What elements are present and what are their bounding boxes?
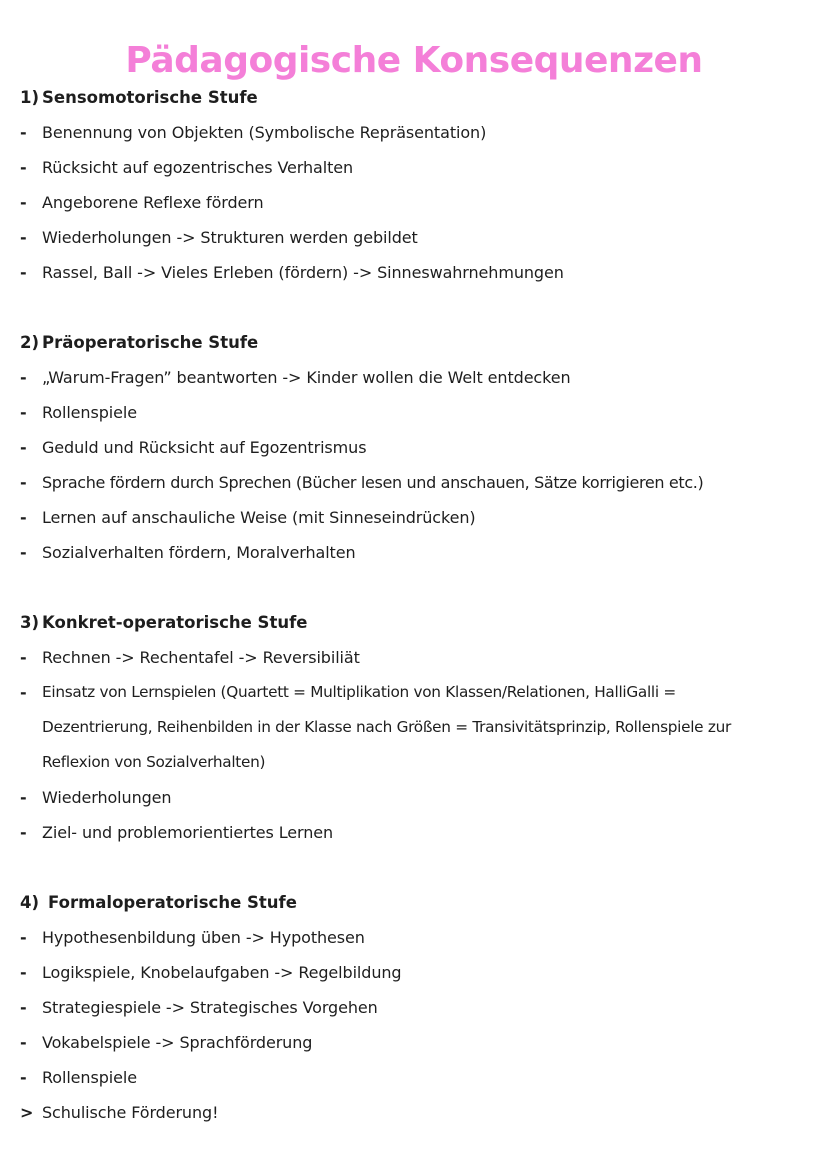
list-item: [20, 500, 820, 535]
bullet-dash: -: [20, 683, 27, 702]
list-item: [20, 220, 820, 255]
list-item-text: [42, 360, 820, 395]
text-line: Rücksicht auf egozentrisches Verhalten: [42, 158, 354, 177]
section-number: 3): [20, 613, 40, 632]
text-line: Rechnen -> Rechentafel -> Reversibiliät: [42, 648, 360, 667]
list-item-text: [42, 640, 820, 675]
bullet-dash: -: [20, 1033, 27, 1052]
list-item: [20, 360, 820, 395]
section-title: Sensomotorische Stufe: [42, 88, 258, 107]
list-item-text: [42, 395, 820, 430]
section-title: Präoperatorische Stufe: [42, 333, 259, 352]
bullet-dash: -: [20, 438, 27, 457]
section-konkret-operatorisch: [20, 605, 820, 850]
section-heading: [20, 80, 820, 115]
list-item-text: [42, 115, 820, 150]
text-line: Reflexion von Sozialverhalten): [42, 753, 266, 771]
text-line: Wiederholungen -> Strukturen werden gebildet: [42, 228, 418, 247]
section-heading: [20, 885, 820, 920]
bullet-dash: -: [20, 1068, 27, 1087]
section-heading: [20, 325, 820, 360]
list-item-text: [42, 255, 820, 290]
text-line: Benennung von Objekten (Symbolische Repräsentation): [42, 123, 487, 142]
bullet-dash: -: [20, 368, 27, 387]
page-title: Pädagogische Konsequenzen: [125, 40, 703, 82]
list-item: [20, 1060, 820, 1095]
list-item-text: [42, 990, 820, 1025]
text-line: Rassel, Ball -> Vieles Erleben (fördern) -> Sinneswahrnehmungen: [42, 263, 564, 282]
text-line: Schulische Förderung!: [42, 1103, 219, 1122]
bullet-dash: -: [20, 473, 27, 492]
text-line: Ziel- und problemorientiertes Lernen: [42, 823, 334, 842]
list-item-text: [42, 430, 820, 465]
list-item-text: [42, 220, 820, 255]
list-item-text: [42, 535, 820, 570]
bullet-dash: -: [20, 403, 27, 422]
bullet-dash: -: [20, 158, 27, 177]
text-line: Logikspiele, Knobelaufgaben -> Regelbildung: [42, 963, 402, 982]
list-item: [20, 675, 820, 780]
bullet-dash: -: [20, 193, 27, 212]
text-line: Wiederholungen: [42, 788, 172, 807]
list-item-text: [42, 1095, 820, 1130]
bullet-dash: -: [20, 788, 27, 807]
list-item: [20, 990, 820, 1025]
section-formaloperatorisch: [20, 885, 820, 1130]
text-line: „Warum-Fragen” beantworten -> Kinder wollen die Welt entdecken: [42, 368, 571, 387]
list-item-text: [42, 955, 820, 990]
list-item: [20, 465, 820, 500]
list-item-text: [42, 920, 820, 955]
text-line: Angeborene Reflexe fördern: [42, 193, 264, 212]
section-number: 1): [20, 88, 40, 107]
text-line: Einsatz von Lernspielen (Quartett = Multiplikation von Klassen/Relationen, HalliGalli =: [42, 683, 676, 701]
section-number: 4): [20, 893, 40, 912]
bullet-arrow: >: [20, 1103, 34, 1122]
bullet-dash: -: [20, 123, 27, 142]
list-item: [20, 535, 820, 570]
list-item-text: [42, 185, 820, 220]
list-item-text: [42, 815, 820, 850]
text-line: Lernen auf anschauliche Weise (mit Sinneseindrücken): [42, 508, 476, 527]
text-line: Rollenspiele: [42, 403, 137, 422]
list-item-text: [42, 465, 820, 500]
bullet-dash: -: [20, 928, 27, 947]
list-item: [20, 920, 820, 955]
list-item: [20, 395, 820, 430]
list-item-text: [42, 150, 820, 185]
section-number: 2): [20, 333, 40, 352]
section-sensomotorisch: [20, 80, 820, 290]
list-item: [20, 115, 820, 150]
section-heading: [20, 605, 820, 640]
list-item: [20, 1095, 820, 1130]
list-item: [20, 1025, 820, 1060]
text-line: Sprache fördern durch Sprechen (Bücher lesen und anschauen, Sätze korrigieren etc.): [42, 473, 704, 492]
list-item-text: [42, 780, 820, 815]
text-line: Rollenspiele: [42, 1068, 137, 1087]
text-line: Hypothesenbildung üben -> Hypothesen: [42, 928, 365, 947]
text-line: Sozialverhalten fördern, Moralverhalten: [42, 543, 356, 562]
bullet-dash: -: [20, 228, 27, 247]
text-line: Strategiespiele -> Strategisches Vorgehen: [42, 998, 378, 1017]
bullet-dash: -: [20, 648, 27, 667]
list-item-text: [42, 1025, 820, 1060]
bullet-dash: -: [20, 963, 27, 982]
bullet-dash: -: [20, 823, 27, 842]
section-title: Formaloperatorische Stufe: [48, 893, 297, 912]
list-item-text: [42, 675, 820, 780]
list-item: [20, 955, 820, 990]
bullet-dash: -: [20, 508, 27, 527]
bullet-dash: -: [20, 263, 27, 282]
list-item: [20, 430, 820, 465]
list-item: [20, 150, 820, 185]
list-item: [20, 640, 820, 675]
section-praeoperatorisch: [20, 325, 820, 570]
list-item: [20, 780, 820, 815]
bullet-dash: -: [20, 998, 27, 1017]
list-item-text: [42, 1060, 820, 1095]
list-item: [20, 815, 820, 850]
section-title: Konkret-operatorische Stufe: [42, 613, 308, 632]
bullet-dash: -: [20, 543, 27, 562]
text-line: Vokabelspiele -> Sprachförderung: [42, 1033, 313, 1052]
list-item: [20, 185, 820, 220]
text-line: Geduld und Rücksicht auf Egozentrismus: [42, 438, 367, 457]
text-line: Dezentrierung, Reihenbilden in der Klasse nach Größen = Transivitätsprinzip, Rollenspiele zur: [42, 718, 731, 736]
list-item-text: [42, 500, 820, 535]
list-item: [20, 255, 820, 290]
notes-content: [20, 80, 820, 1130]
